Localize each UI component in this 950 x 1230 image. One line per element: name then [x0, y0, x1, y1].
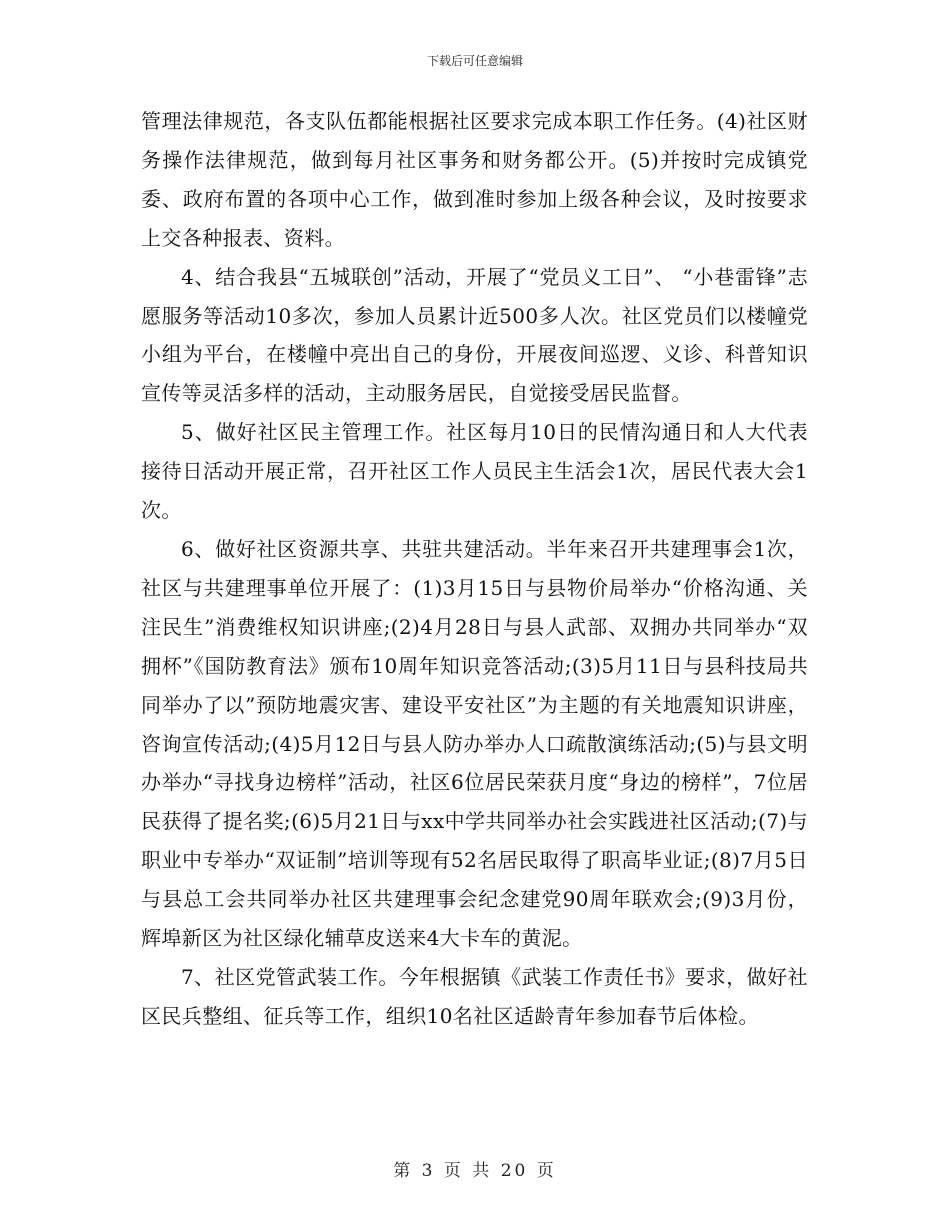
- paragraph-1: 管理法律规范，各支队伍都能根据社区要求完成本职工作任务。(4)社区财务操作法律规范，做到每月社区事务和财务都公开。(5)并按时完成镇党委、政府布置的各项中心工作，做到准时参加上级各种会议，及时按要求上交各种报表、资料。: [141, 109, 808, 250]
- paragraph-5: 7、社区党管武装工作。今年根据镇《武装工作责任书》要求，做好社区民兵整组、征兵等工作，组织10名社区适龄青年参加春节后体检。: [141, 964, 808, 1028]
- paragraph-2: 4、结合我县“五城联创”活动，开展了“党员义工日”、 “小巷雷锋”志愿服务等活动10多次，参加人员累计近500多人次。社区党员们以楼幢党小组为平台，在楼幢中亮出自己的身份，开展夜间巡逻、义诊、科普知识宣传等灵活多样的活动，主动服务居民，自觉接受居民监督。: [141, 264, 808, 406]
- paragraph-3: 5、做好社区民主管理工作。社区每月10日的民情沟通日和人大代表接待日活动开展正常，召开社区工作人员民主生活会1次，居民代表大会1次。: [141, 420, 808, 523]
- document-body: [141, 102, 808, 1036]
- page-header-note: 下载后可任意编辑: [426, 54, 523, 68]
- page-number: 第 3 页 共 20 页: [393, 1161, 557, 1181]
- paragraph-4: 6、做好社区资源共享、共驻共建活动。半年来召开共建理事会1次，社区与共建理事单位开展了：(1)3月15日与县物价局举办“价格沟通、关注民生”消费维权知识讲座;(2)4月28日与县人武部、双拥办共同举办“双拥杯”《国防教育法》颁布10周年知识竞答活动;(3)5月11日与县科技局共同举办了以”预防地震灾害、建设平安社区”为主题的有关地震知识讲座，咨询宣传活动;(4)5月12日与县人防办举办人口疏散演练活动;(5)与县文明办举办“寻找身边榜样”活动，社区6位居民荣获月度“身边的榜样”，7位居民获得了提名奖;(6)5月21日与xx中学共同举办社会实践进社区活动;(7)与职业中专举办“双证制”培训等现有52名居民取得了职高毕业证;(8)7月5日与县总工会共同举办社区共建理事会纪念建党90周年联欢会;(9)3月份，辉埠新区为社区绿化辅草皮送来4大卡车的黄泥。: [141, 536, 808, 951]
